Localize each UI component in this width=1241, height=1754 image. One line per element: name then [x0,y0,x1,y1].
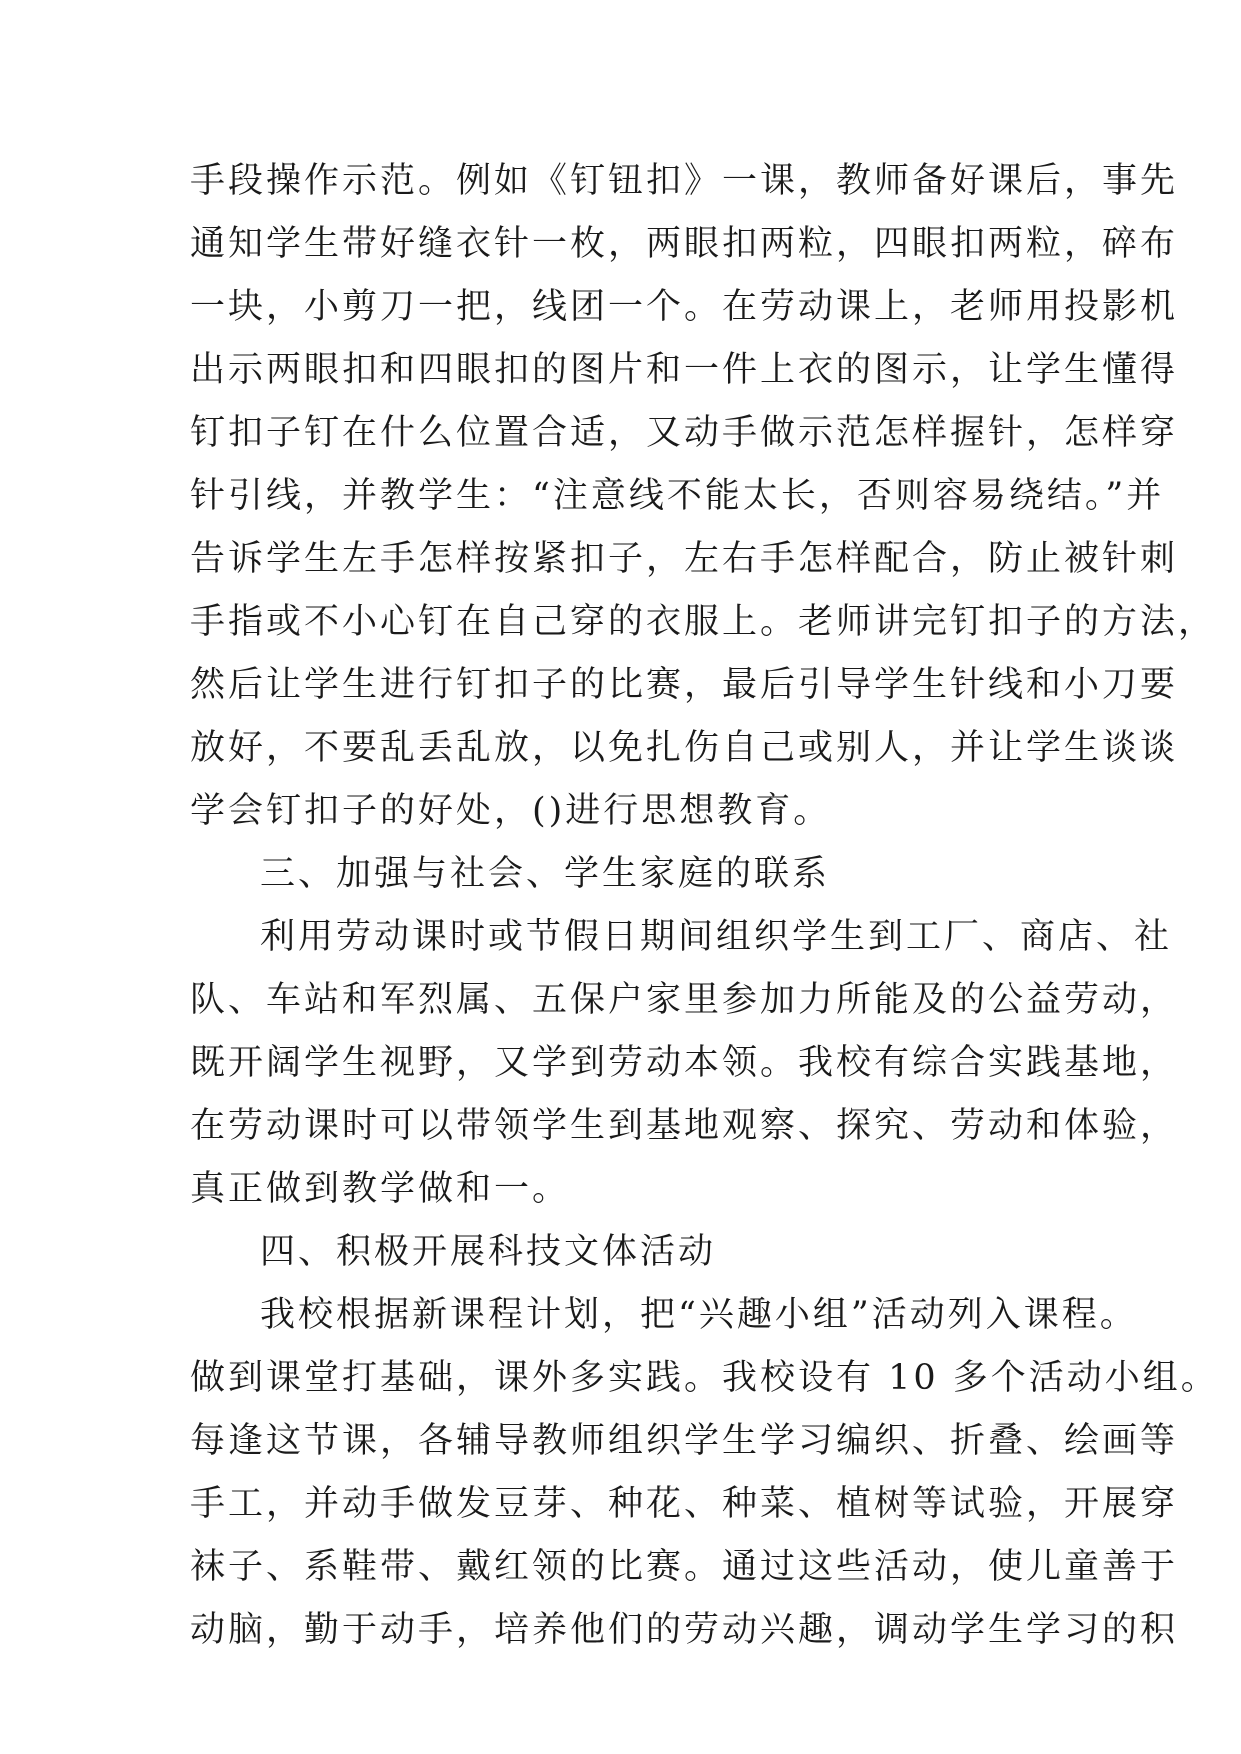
text-line: 做到课堂打基础，课外多实践。我校设有 10 多个活动小组。 [190,1358,1219,1398]
section-heading: 三、加强与社会、学生家庭的联系 [260,854,831,894]
text-line: 放好，不要乱丢乱放，以免扎伤自己或别人，并让学生谈谈 [190,728,1179,768]
text-line: 一块，小剪刀一把，线团一个。在劳动课上，老师用投影机 [190,287,1179,327]
text-line: 然后让学生进行钉扣子的比赛，最后引导学生针线和小刀要 [190,665,1179,705]
body-text [190,150,1219,1662]
text-line: 在劳动课时可以带领学生到基地观察、探究、劳动和体验， [190,1106,1179,1146]
section-heading: 四、积极开展科技文体活动 [260,1232,717,1272]
text-line: 告诉学生左手怎样按紧扣子，左右手怎样配合，防止被针刺 [190,539,1179,579]
text-line: 既开阔学生视野，又学到劳动本领。我校有综合实践基地， [190,1043,1179,1083]
text-line: 手段操作示范。例如《钉钮扣》一课，教师备好课后，事先 [190,161,1179,201]
text-line: 出示两眼扣和四眼扣的图片和一件上衣的图示，让学生懂得 [190,350,1179,390]
text-line: 手指或不小心钉在自己穿的衣服上。老师讲完钉扣子的方法， [190,602,1217,642]
text-line: 每逢这节课，各辅导教师组织学生学习编织、折叠、绘画等 [190,1421,1179,1461]
paragraph-first-line: 我校根据新课程计划，把“兴趣小组”活动列入课程。 [260,1295,1138,1335]
text-line: 手工，并动手做发豆芽、种花、种菜、植树等试验，开展穿 [190,1484,1179,1524]
text-line: 针引线，并教学生：“注意线不能太长，否则容易绕结。”并 [190,476,1165,516]
text-line: 通知学生带好缝衣针一枚，两眼扣两粒，四眼扣两粒，碎布 [190,224,1179,264]
text-line: 学会钉扣子的好处，()进行思想教育。 [190,791,832,831]
text-line: 动脑，勤于动手，培养他们的劳动兴趣，调动学生学习的积 [190,1610,1179,1650]
text-line: 队、车站和军烈属、五保户家里参加力所能及的公益劳动， [190,980,1179,1020]
text-line: 钉扣子钉在什么位置合适，又动手做示范怎样握针，怎样穿 [190,413,1179,453]
text-line: 真正做到教学做和一。 [190,1169,571,1209]
text-line: 袜子、系鞋带、戴红领的比赛。通过这些活动，使儿童善于 [190,1547,1179,1587]
paragraph-first-line: 利用劳动课时或节假日期间组织学生到工厂、商店、社 [260,917,1173,957]
